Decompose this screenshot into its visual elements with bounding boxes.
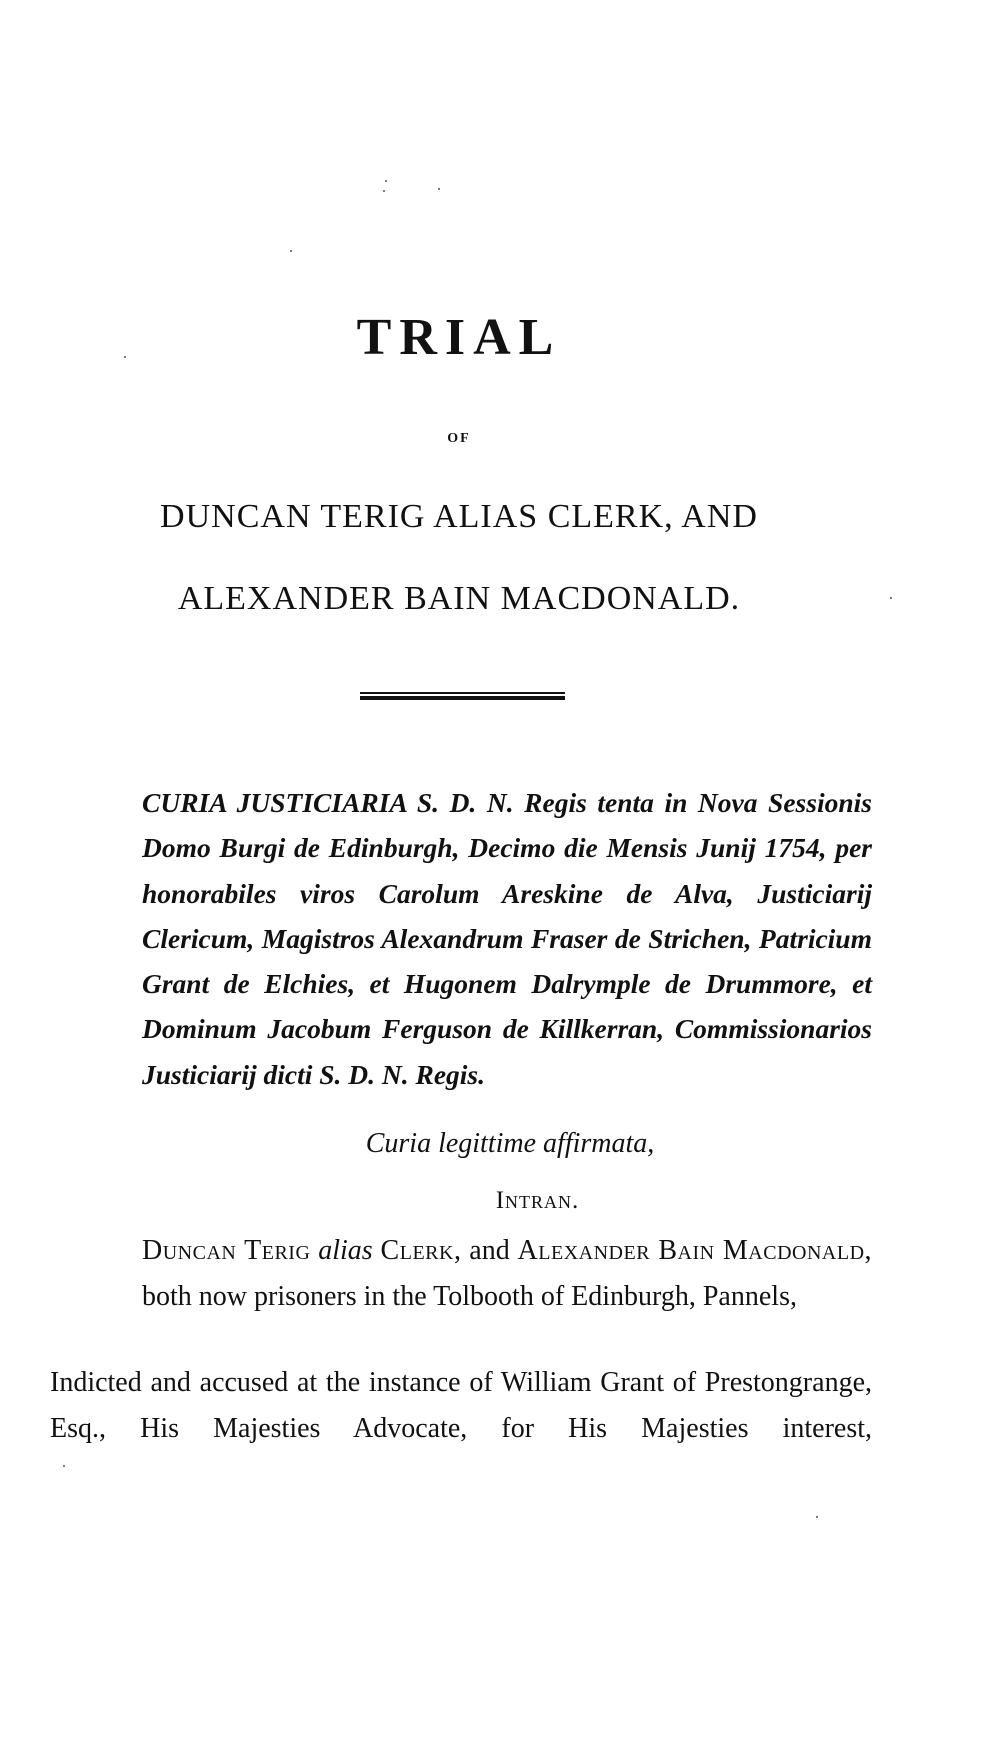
scan-speck <box>816 1516 818 1518</box>
defendants-line-1: DUNCAN TERIG ALIAS CLERK, AND <box>160 498 758 535</box>
curia-affirmata: Curia legittime affirmata, <box>365 1128 655 1159</box>
rule-thin-line <box>360 692 565 694</box>
scan-speck <box>63 1465 65 1467</box>
scan-speck <box>383 190 385 192</box>
page-title: TRIAL <box>356 309 562 366</box>
indictment-paragraph: Indicted and accused at the instance of William Grant of Prestongrange, Esq., His Majesties Advocate, for His Majesties interest, <box>50 1367 872 1444</box>
pannels-paragraph <box>142 1228 872 1320</box>
conjunction-and: and <box>469 1235 510 1266</box>
alias-word: alias <box>318 1235 373 1266</box>
intran-heading: Intran. <box>495 1187 580 1214</box>
scan-speck <box>290 250 292 252</box>
defendants-line-2: ALEXANDER BAIN MACDONALD. <box>177 580 741 617</box>
scan-speck <box>438 188 440 190</box>
pannel-name-alexander: Alexander Bain Macdonald, <box>517 1235 873 1266</box>
court-latin-paragraph: CURIA JUSTICIARIA S. D. N. Regis tenta in Nova Sessionis Domo Burgi de Edinburgh, Decimo die Mensis Junij 1754, per honorabiles viros Carolum Areskine de Alva, Justiciarij Clericum, Magistros Alexandrum Fraser de Strichen, Patricium Grant de Elchies, et Hugonem Dalrymple de Drummore, et Dominum Jacobum Ferguson de Killkerran, Commissionarios Justiciarij dicti S. D. N. Regis. <box>142 787 872 1090</box>
pannel-name-duncan: Duncan Terig <box>142 1235 311 1266</box>
title-connector: OF <box>447 431 471 446</box>
rule-thick-line <box>360 696 565 700</box>
pannels-description: both now prisoners in the Tolbooth of Edinburgh, Pannels, <box>142 1281 797 1312</box>
pannel-name-clerk: Clerk, <box>380 1235 462 1266</box>
double-rule-divider <box>360 692 565 700</box>
scan-speck <box>385 180 387 182</box>
